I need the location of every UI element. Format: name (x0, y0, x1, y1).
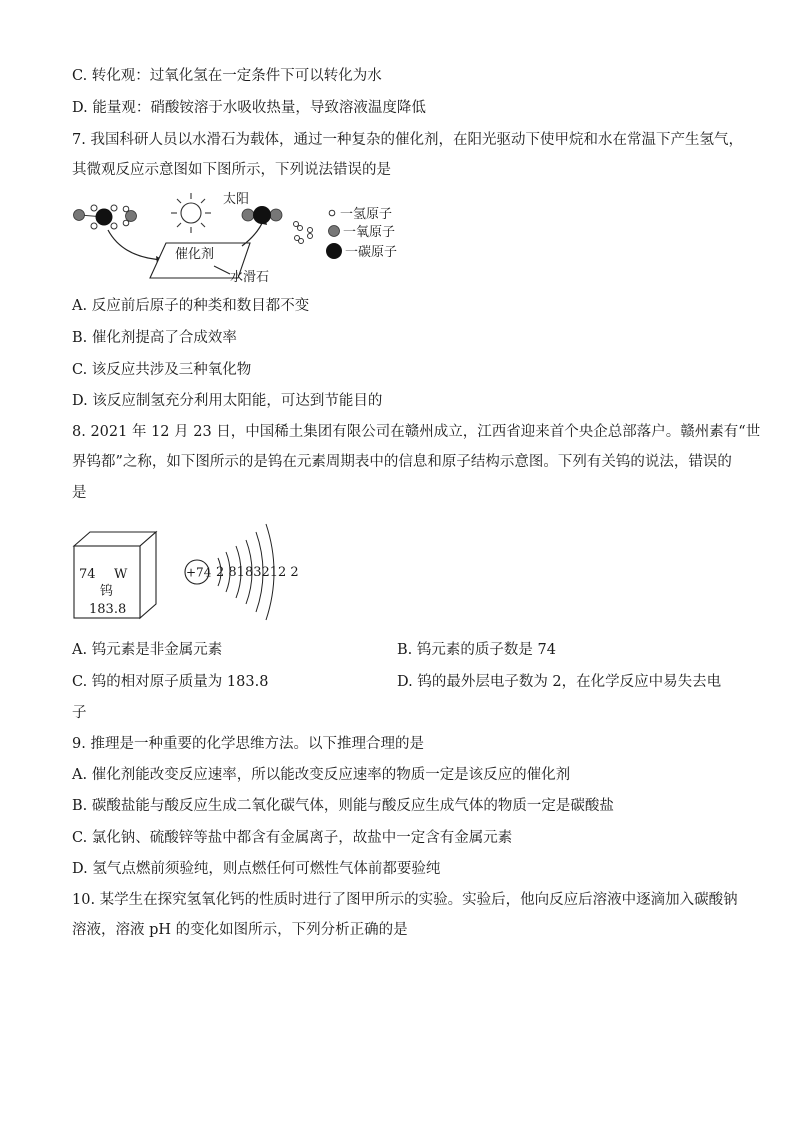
q7-option-a: A. 反应前后原子的种类和数目都不变 (72, 298, 310, 314)
element-mass: 183.8 (89, 602, 127, 617)
q8-figure (70, 512, 310, 628)
carbon-dioxide-molecule (242, 206, 282, 224)
q7-option-b: B. 催化剂提高了合成效率 (72, 330, 237, 346)
q7-stem-line2: 其微观反应示意图如下图所示，下列说法错误的是 (72, 162, 391, 178)
q9-option-c: C. 氯化钠、硫酸锌等盐中都含有金属离子，故盐中一定含有金属元素 (72, 830, 513, 846)
q9-stem: 9. 推理是一种重要的化学思维方法。以下推理合理的是 (72, 736, 424, 752)
support-label: 水滑石 (230, 270, 270, 285)
q8-stem-line3: 是 (72, 485, 87, 501)
q10-stem-line2: 溶液，溶液 pH 的变化如图所示，下列分析正确的是 (72, 922, 408, 938)
q7-option-c: C. 该反应共涉及三种氧化物 (72, 362, 252, 378)
hydrogen-molecules (294, 222, 313, 244)
q10-stem-line1: 10. 某学生在探究氢氧化钙的性质时进行了图甲所示的实验。实验后，他向反应后溶液中逐滴加入碳酸钠 (72, 892, 738, 908)
atom-structure-diagram (185, 524, 299, 620)
q8-option-d-line1: D. 钨的最外层电子数为 2，在化学反应中易失去电 (397, 674, 722, 690)
q9-option-d: D. 氢气点燃前须验纯，则点燃任何可燃性气体前都要验纯 (72, 861, 441, 877)
q7-stem-line1: 7. 我国科研人员以水滑石为载体，通过一种复杂的催化剂，在阳光驱动下使甲烷和水在常温下产生氢气， (72, 132, 743, 148)
q7-reaction-figure (68, 186, 408, 288)
q6-option-d: D. 能量观：硝酸铵溶于水吸收热量，导致溶液温度降低 (72, 100, 426, 116)
methane-molecule (80, 205, 117, 229)
element-number: 74 (79, 567, 96, 582)
q8-option-b: B. 钨元素的质子数是 74 (397, 642, 556, 658)
q8-stem-line1: 8. 2021 年 12 月 23 日，中国稀土集团有限公司在赣州成立，江西省迎来首个央企总部落户。赣州素有“世 (72, 424, 761, 440)
nucleus-charge: +74 (186, 565, 212, 580)
q8-option-d-line2: 子 (72, 705, 87, 721)
q9-option-b: B. 碳酸盐能与酸反应生成二氧化碳气体，则能与酸反应生成气体的物质一定是碳酸盐 (72, 798, 614, 814)
legend-carbon: 一碳原子 (345, 245, 398, 260)
element-card (74, 532, 156, 618)
q8-option-c: C. 钨的相对原子质量为 183.8 (72, 674, 269, 690)
q8-option-a: A. 钨元素是非金属元素 (72, 642, 223, 658)
q6-option-c: C. 转化观：过氧化氢在一定条件下可以转化为水 (72, 68, 382, 84)
element-name: 钨 (100, 584, 114, 599)
reactant-arrow (108, 230, 164, 260)
q9-option-a: A. 催化剂能改变反应速率，所以能改变反应速率的物质一定是该反应的催化剂 (72, 767, 571, 783)
legend-oxygen: 一氧原子 (343, 225, 396, 240)
q7-option-d: D. 该反应制氢充分利用太阳能，可达到节能目的 (72, 393, 383, 409)
q7-legend (326, 207, 397, 260)
legend-hydrogen: 一氢原子 (340, 207, 393, 222)
sun-label: 太阳 (223, 192, 250, 207)
element-symbol: W (114, 567, 128, 582)
q8-stem-line2: 界钨都”之称，如下图所示的是钨在元素周期表中的信息和原子结构示意图。下列有关钨的说法，错误的 (72, 454, 732, 470)
sun-icon (171, 193, 211, 233)
electron-shells: 2 8183212 2 (216, 565, 299, 580)
catalyst-label: 催化剂 (175, 247, 215, 262)
